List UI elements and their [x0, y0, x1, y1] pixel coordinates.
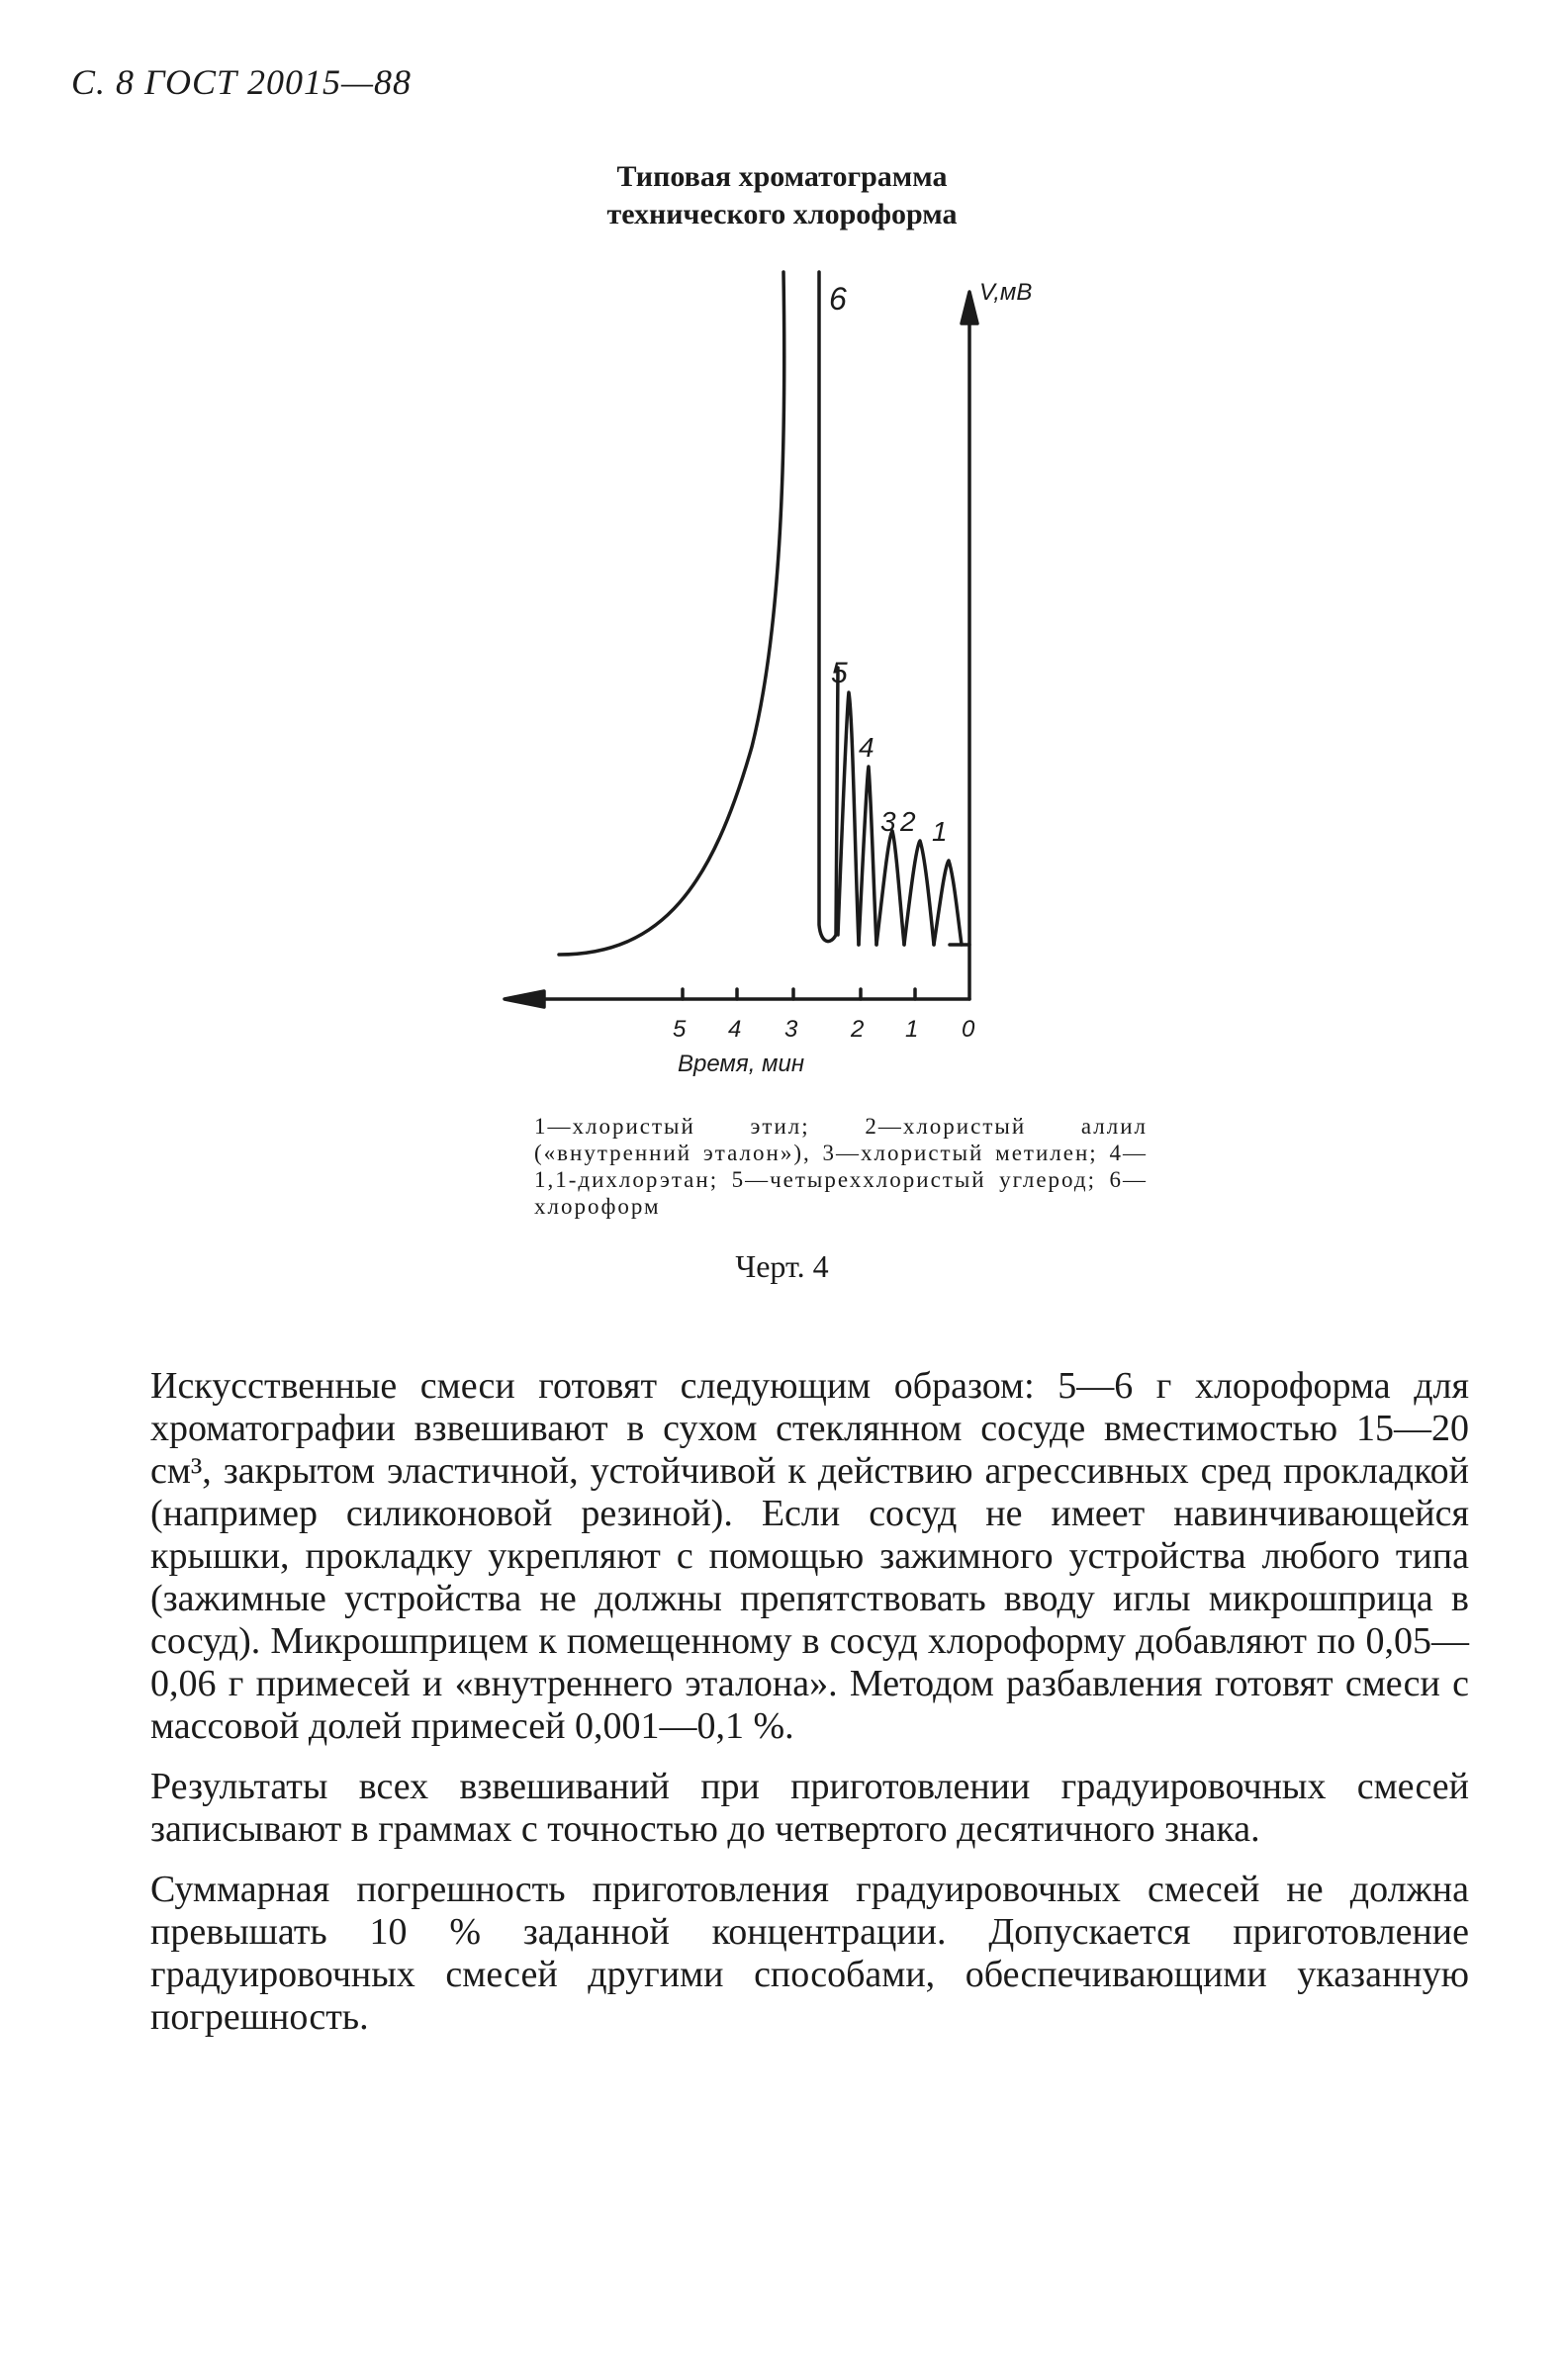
x-axis-label: Время, мин	[678, 1051, 805, 1077]
paragraph: Суммарная погрешность приготовления градуировочных смесей не должна превышать 10 % заданной концентрации. Допускается приготовление градуировочных смесей другими способами, обеспечивающими указанную погрешность.	[150, 1869, 1469, 2038]
chromatogram	[485, 252, 1078, 1083]
x-tick-label-2: 2	[851, 1016, 865, 1043]
figure-title-line-2: технического хлороформа	[606, 198, 958, 230]
peak-label-2: 2	[900, 806, 916, 837]
peak-1-curve	[934, 861, 962, 945]
x-tick-label-1: 1	[905, 1016, 919, 1043]
x-axis-arrow	[505, 991, 544, 1007]
peak-4-curve	[859, 767, 876, 945]
x-tick-label-4: 4	[728, 1016, 742, 1043]
figure-legend: 1—хлористый этил; 2—хлористый аллил («внутренний эталон»), 3—хлористый метилен; 4—1,1-дихлорэтан; 5—четыреххлористый углерод; 6—хлороформ	[534, 1114, 1148, 1219]
body-text	[150, 1365, 1469, 2057]
y-axis-label: V,мВ	[979, 279, 1033, 306]
x-tick-label-3: 3	[784, 1016, 798, 1043]
x-tick-label-0: 0	[962, 1016, 975, 1043]
figure-title	[0, 158, 1564, 233]
peak-label-5: 5	[831, 657, 848, 689]
y-axis-arrow	[962, 292, 977, 323]
paragraph: Искусственные смеси готовят следующим образом: 5—6 г хлороформа для хроматографии взвешивают в сухом стеклянном сосуде вместимостью 15—20 см³, закрытом эластичной, устойчивой к действию агрессивных сред прокладкой (например силиконовой резиной). Если сосуд не имеет навинчивающейся крышки, прокладку укрепляют с помощью зажимного устройства любого типа (зажимные устройства не должны препятствовать вводу иглы микрошприца в сосуд). Микрошприцем к помещенному в сосуд хлороформу добавляют по 0,05—0,06 г примесей и «внутреннего эталона». Методом разбавления готовят смеси с массовой долей примесей 0,001—0,1 %.	[150, 1365, 1469, 1747]
paragraph: Результаты всех взвешиваний при приготовлении градуировочных смесей записывают в граммах с точностью до четвертого десятичного знака.	[150, 1766, 1469, 1850]
x-tick-label-5: 5	[673, 1016, 687, 1043]
figure-caption: Черт. 4	[735, 1248, 829, 1284]
peak-7-curve	[559, 272, 784, 955]
peak-label-3: 3	[880, 806, 896, 837]
peak-5-curve	[838, 692, 859, 945]
peak-label-6: 6	[829, 281, 847, 317]
peak-label-4: 4	[859, 732, 874, 763]
page-header: С. 8 ГОСТ 20015—88	[71, 62, 413, 102]
peak-label-1: 1	[932, 816, 948, 847]
figure-title-line-1: Типовая хроматограмма	[616, 160, 948, 193]
peak-2-curve	[904, 841, 934, 945]
peak-3-curve	[876, 831, 904, 945]
peak-6-line	[819, 272, 838, 942]
